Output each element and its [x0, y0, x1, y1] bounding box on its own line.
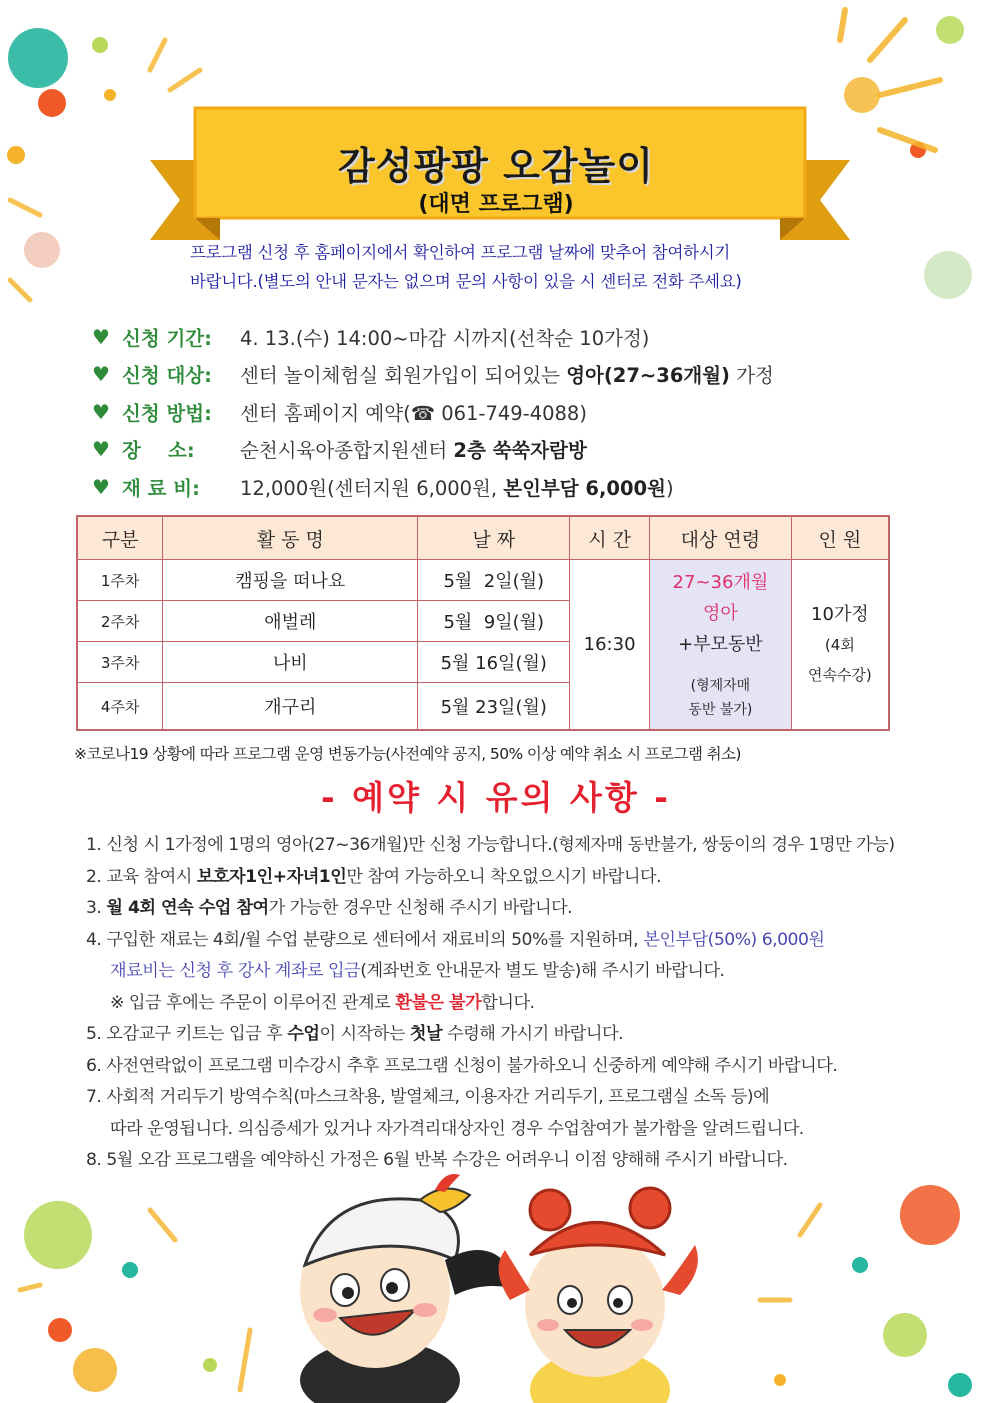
caution-heading: - 예약 시 유의 사항 - — [321, 778, 671, 817]
heart-icon: ♥ — [92, 437, 110, 462]
caution-rules — [86, 830, 926, 1177]
info-place — [92, 431, 912, 469]
notice-line-1: 프로그램 신청 후 홈페이지에서 확인하여 프로그램 날짜에 맞추어 참여하시기 — [190, 243, 731, 262]
activity-cell: 개구리 — [163, 683, 418, 731]
info-method-label: 신청 방법: — [122, 401, 212, 425]
info-fee-value — [240, 473, 674, 501]
target-age-range: 27~36개월 — [672, 572, 769, 593]
heart-icon: ♥ — [92, 324, 110, 349]
deco-dot — [924, 251, 972, 299]
week-cell: 2주차 — [77, 601, 163, 642]
info-place-label: 장 소: — [122, 439, 195, 463]
deco-dot — [900, 1185, 960, 1245]
rule-4-no-refund: 환불은 불가 — [395, 992, 482, 1013]
rule-4-note-text: ※ 입금 후에는 주문이 이루어진 관계로 — [110, 992, 396, 1013]
deco-dot — [203, 1358, 217, 1372]
rule-5-text-end: 수령해 가시기 바랍니다. — [442, 1024, 624, 1044]
target-note-2: 동반 불가) — [688, 702, 753, 718]
table-row — [77, 560, 889, 601]
mascot-left — [300, 1174, 520, 1403]
deco-dot — [883, 1313, 927, 1357]
info-fee — [92, 468, 912, 506]
rule-2 — [86, 862, 926, 894]
info-place-bold: 2층 쑥쑥자람방 — [453, 439, 587, 463]
rule-8: 8. 5월 오감 프로그램을 예약하신 가정은 6월 반복 수강은 어려우니 이점 양해해 주시기 바랍니다. — [86, 1150, 788, 1170]
info-fee-label: 재 료 비: — [122, 476, 200, 500]
info-target-text-end: 가정 — [729, 364, 774, 388]
activity-cell: 캠핑을 떠나요 — [163, 560, 418, 601]
date-cell: 5월 2일(월) — [418, 560, 570, 601]
target-age-cell — [650, 560, 792, 731]
info-fee-text: 12,000원(센터지원 6,000원, — [240, 476, 504, 500]
info-target-bold: 영아(27~36개월) — [566, 364, 730, 388]
rule-6: 6. 사전연락없이 프로그램 미수강시 추후 프로그램 신청이 불가하오니 신중하게 예약해 주시기 바랍니다. — [86, 1055, 838, 1076]
notice-text — [190, 238, 830, 296]
deco-dot — [24, 1201, 92, 1269]
rule-3 — [86, 893, 926, 925]
info-method-value: 센터 홈페이지 예약(☎ 061-749-4088) — [240, 401, 587, 425]
info-place-text: 순천시육아종합지원센터 — [240, 439, 454, 463]
activity-cell: 나비 — [163, 642, 418, 683]
info-method — [92, 393, 912, 431]
table-header: 날 짜 — [418, 516, 570, 560]
page-subtitle: (대면 프로그램) — [418, 192, 574, 217]
activity-cell: 애벌레 — [163, 601, 418, 642]
deco-dot — [774, 1374, 786, 1386]
rule-5-bold-2: 첫날 — [409, 1024, 443, 1044]
rule-2-bold: 보호자1인+자녀1인 — [196, 866, 347, 887]
deco-dot — [122, 1262, 138, 1278]
people-note-1: (4회 — [824, 635, 855, 654]
rule-2-text-end: 만 참여 가능하오니 착오없으시기 바랍니다. — [346, 866, 662, 887]
date-cell: 5월 9일(월) — [418, 601, 570, 642]
deco-dot — [38, 89, 66, 117]
table-header: 구분 — [77, 516, 163, 560]
info-target-text: 센터 놀이체험실 회원가입이 되어있는 — [240, 364, 567, 388]
deco-dot — [48, 1318, 72, 1342]
rule-4-highlight: 본인부담(50%) 6,000원 — [643, 929, 825, 950]
rule-4-cont — [86, 956, 926, 988]
info-list — [92, 318, 912, 506]
time-cell: 16:30 — [570, 560, 650, 731]
deco-dot — [948, 1373, 972, 1397]
heart-icon: ♥ — [92, 474, 110, 499]
page-title: 감성팡팡 오감놀이 — [338, 144, 654, 188]
target-note-1: (형제자매 — [690, 678, 751, 694]
info-target — [92, 356, 912, 394]
people-cell — [791, 560, 889, 731]
rule-5 — [86, 1019, 926, 1051]
rule-5-bold-1: 수업 — [287, 1024, 320, 1044]
info-place-value — [240, 435, 587, 463]
rule-4-highlight-2: 재료비는 신청 후 강사 계좌로 입금 — [110, 961, 361, 981]
heart-icon: ♥ — [92, 399, 110, 424]
deco-dot — [73, 1348, 117, 1392]
people-note-2: 연속수강) — [807, 665, 872, 684]
heart-icon: ♥ — [92, 362, 110, 387]
week-cell: 1주차 — [77, 560, 163, 601]
table-header: 대상 연령 — [650, 516, 792, 560]
schedule-table — [76, 515, 890, 731]
info-target-value — [240, 360, 774, 388]
target-age-parent: +부모동반 — [678, 634, 763, 655]
table-header: 인 원 — [791, 516, 889, 560]
deco-dot — [852, 1257, 868, 1273]
target-age-infant: 영아 — [703, 603, 738, 624]
deco-dot — [8, 28, 68, 88]
deco-dot — [24, 232, 60, 268]
rule-7: 7. 사회적 거리두기 방역수칙(마스크착용, 발열체크, 이용자간 거리두기, 프로그램실 소독 등)에 — [86, 1087, 770, 1107]
info-fee-text-end: ) — [665, 476, 674, 500]
rule-1: 1. 신청 시 1가정에 1명의 영아(27~36개월)만 신청 가능합니다.(형제자매 동반불가, 쌍둥이의 경우 1명만 가능) — [86, 835, 895, 855]
deco-dot — [104, 89, 116, 101]
rule-4-note-end: 합니다. — [481, 992, 535, 1013]
notice-line-2: 바랍니다.(별도의 안내 문자는 없으며 문의 사항이 있을 시 센터로 전화 주세요) — [190, 272, 742, 291]
info-period-label: 신청 기간: — [122, 326, 212, 350]
date-cell: 5월 23일(월) — [418, 683, 570, 731]
table-header-row — [77, 516, 889, 560]
rule-7-cont: 따라 운영됩니다. 의심증세가 있거나 자가격리대상자인 경우 수업참여가 불가함을 알려드립니다. — [110, 1118, 804, 1139]
date-cell: 5월 16일(월) — [418, 642, 570, 683]
rule-2-text: 2. 교육 참여시 — [86, 866, 197, 887]
rule-5-text-2: 이 시작하는 — [319, 1024, 410, 1044]
deco-dot — [936, 16, 964, 44]
deco-dot — [92, 37, 108, 53]
info-period-value: 4. 13.(수) 14:00~마감 시까지(선착순 10가정) — [240, 326, 650, 350]
info-period — [92, 318, 912, 356]
week-cell: 4주차 — [77, 683, 163, 731]
corona-note: ※코로나19 상황에 따라 프로그램 운영 변동가능(사전예약 공지, 50% 이상 예약 취소 시 프로그램 취소) — [74, 745, 741, 763]
rule-3-text-end: 가 가능한 경우만 신청해 주시기 바랍니다. — [268, 898, 573, 918]
mascot-illustration — [270, 1170, 710, 1403]
rule-4-note — [86, 988, 926, 1020]
rule-3-bold: 월 4회 연속 수업 참여 — [106, 898, 269, 918]
week-cell: 3주차 — [77, 642, 163, 683]
table-header: 활 동 명 — [163, 516, 418, 560]
people-count: 10가정 — [811, 603, 869, 625]
rule-4-text: 4. 구입한 재료는 4회/월 수업 분량으로 센터에서 재료비의 50%를 지원하며, — [86, 929, 644, 950]
rule-4-text-2: (계좌번호 안내문자 별도 발송)해 주시기 바랍니다. — [360, 961, 725, 981]
rule-4 — [86, 925, 926, 957]
table-header: 시 간 — [570, 516, 650, 560]
info-fee-bold: 본인부담 6,000원 — [503, 476, 666, 500]
rule-3-number: 3. — [86, 898, 107, 918]
mascot-right — [499, 1188, 698, 1403]
info-target-label: 신청 대상: — [122, 364, 212, 388]
rule-5-text: 5. 오감교구 키트는 입금 후 — [86, 1024, 288, 1044]
